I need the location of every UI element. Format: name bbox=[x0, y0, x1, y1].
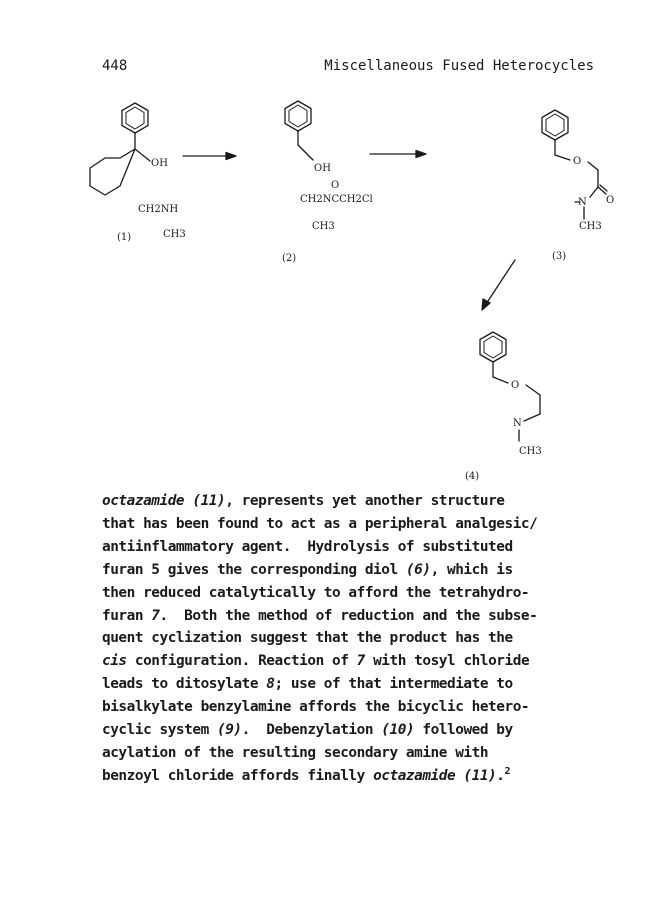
cmpd3-label: (3) bbox=[552, 251, 567, 262]
compound-name: octazamide (11) bbox=[373, 767, 497, 784]
compound-ref: (6) bbox=[405, 561, 431, 578]
text-run: . Debenzylation bbox=[241, 722, 382, 739]
text-run: benzoyl chloride affords finally bbox=[102, 767, 374, 784]
compound-ref: 7 bbox=[151, 607, 160, 624]
text-run: , represents yet another structure bbox=[225, 493, 505, 509]
text-run: with tosyl chloride bbox=[364, 653, 530, 670]
text-run: cyclic system bbox=[102, 722, 217, 739]
text-line: acylation of the resulting secondary amine with bbox=[102, 744, 489, 761]
compound-ref: 8 bbox=[266, 676, 275, 693]
cmpd2-o: O bbox=[331, 180, 340, 191]
arrowhead bbox=[416, 151, 426, 158]
running-title: Miscellaneous Fused Heterocycles bbox=[324, 58, 594, 74]
bond bbox=[526, 385, 540, 395]
cmpd2-oh: OH bbox=[314, 163, 331, 174]
compound-4-structure bbox=[480, 332, 540, 441]
compound-ref: (9) bbox=[217, 722, 242, 739]
benzo-ring bbox=[90, 149, 135, 195]
compound-name: octazamide (11) bbox=[102, 493, 226, 509]
cmpd4-label: (4) bbox=[465, 471, 480, 482]
compound-1-structure bbox=[90, 103, 150, 195]
text-run: furan 5 gives the corresponding diol bbox=[102, 561, 406, 578]
bond bbox=[588, 162, 598, 170]
bond bbox=[298, 145, 313, 160]
text-line: antiinflammatory agent. Hydrolysis of substituted bbox=[102, 538, 513, 555]
text-run: . bbox=[496, 767, 505, 784]
inner-circle bbox=[126, 107, 144, 129]
footnote-ref: 2 bbox=[504, 765, 511, 777]
inner-circle bbox=[289, 105, 307, 127]
cmpd4-n: N bbox=[513, 418, 522, 429]
bond bbox=[524, 414, 540, 421]
compound-ref: 7 bbox=[356, 653, 365, 670]
text-run: configuration. Reaction of bbox=[126, 653, 357, 670]
body-paragraph bbox=[102, 490, 572, 788]
reaction-scheme bbox=[0, 88, 653, 488]
cmpd1-ch2nh: CH2NH bbox=[138, 204, 179, 215]
cmpd3-o: O bbox=[573, 156, 582, 167]
text-run: furan bbox=[102, 607, 152, 624]
cmpd2-ch3: CH3 bbox=[312, 221, 335, 232]
text-line: that has been found to act as a peripheral analgesic/ bbox=[102, 515, 538, 532]
text-run: . Both the method of reduction and the subse- bbox=[159, 607, 538, 624]
cmpd3-o-carbonyl: O bbox=[606, 195, 615, 206]
inner-circle bbox=[546, 114, 564, 136]
text-run: leads to ditosylate bbox=[102, 676, 267, 693]
page-header bbox=[102, 58, 594, 78]
text-line: bisalkylate benzylamine affords the bicyclic hetero- bbox=[102, 699, 530, 716]
cmpd1-oh: OH bbox=[151, 158, 168, 169]
text-run: followed by bbox=[414, 722, 513, 739]
compound-ref: (10) bbox=[381, 722, 415, 739]
text-run: , which is bbox=[430, 561, 513, 578]
cmpd3-ch3: CH3 bbox=[579, 221, 602, 232]
text-line: then reduced catalytically to afford the tetrahydro- bbox=[102, 584, 530, 601]
cmpd3-n: N bbox=[578, 197, 587, 208]
bond bbox=[598, 187, 606, 194]
cmpd1-ch3: CH3 bbox=[163, 229, 186, 240]
bond bbox=[590, 187, 598, 197]
compound-2-structure bbox=[285, 101, 313, 160]
cmpd2-side-chain: CH2NCCH2Cl bbox=[300, 194, 373, 205]
bond bbox=[555, 155, 570, 160]
bond bbox=[135, 149, 150, 161]
page-number: 448 bbox=[102, 58, 128, 74]
inner-circle bbox=[484, 336, 502, 358]
cmpd4-o: O bbox=[511, 380, 520, 391]
cmpd2-label: (2) bbox=[282, 253, 297, 264]
text-run: ; use of that intermediate to bbox=[274, 676, 513, 693]
emphasis: cis bbox=[102, 653, 127, 670]
reaction-arrow-3 bbox=[486, 260, 515, 304]
cmpd4-ch3: CH3 bbox=[519, 446, 542, 457]
bond bbox=[493, 377, 508, 383]
cmpd1-label: (1) bbox=[117, 232, 132, 243]
text-line: quent cyclization suggest that the product has the bbox=[102, 630, 513, 647]
arrowhead bbox=[226, 153, 236, 160]
